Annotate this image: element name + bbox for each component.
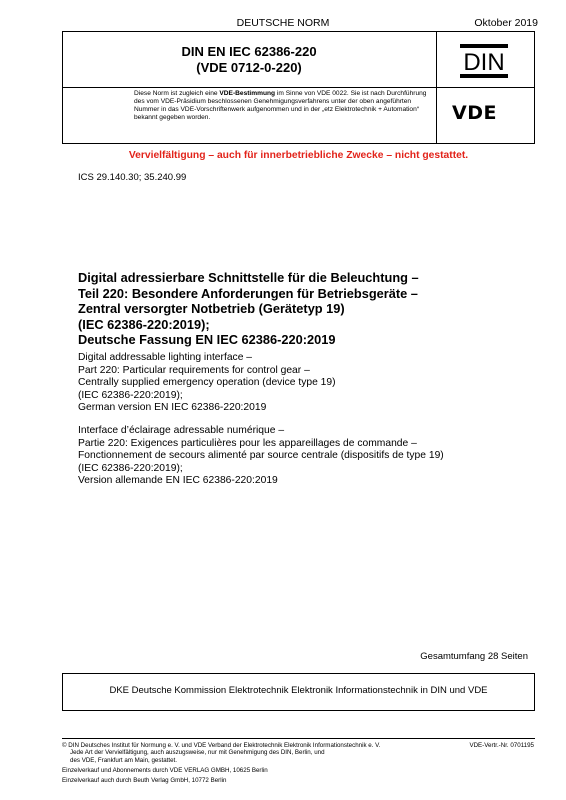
sales-info-beuth: Einzelverkauf auch durch Beuth Verlag GmbH, 10772 Berlin <box>62 777 227 784</box>
norm-number <box>62 44 436 76</box>
norm-number-line2: (VDE 0712-0-220) <box>196 60 302 75</box>
ics-code: ICS 29.140.30; 35.240.99 <box>78 172 187 183</box>
vde-bestimmung-notice: Diese Norm ist zugleich eine VDE-Bestimmung im Sinne von VDE 0022. Sie ist nach Durchführung des vom VDE-Präsidium beschlossenen Genehmigungsverfahrens unter der oben angeführten Nummer in das VDE-Vorschriftenwerk aufgenommen und in der „etz Elektrotechnik + Automation“ bekannt gegeben worden. <box>134 90 427 121</box>
title-french: Interface d’éclairage adressable numérique – Partie 220: Exigences particulières pour les appareillages de commande – Fonctionnement de secours alimenté par source centrale (dispositifs de type 19) (IEC 62386-220:2019); Version allemande EN IEC 62386-220:2019 <box>78 425 444 487</box>
publication-date: Oktober 2019 <box>474 17 538 29</box>
total-pages: Gesamtumfang 28 Seiten <box>420 651 528 662</box>
dke-bottom-rule <box>62 710 535 711</box>
norm-number-line1: DIN EN IEC 62386-220 <box>181 44 317 59</box>
header-bottom-rule <box>62 143 535 144</box>
header-middle-rule <box>62 87 535 88</box>
copyright-notice: © DIN Deutsches Institut für Normung e. V. und VDE Verband der Elektrotechnik Elektronik Informationstechnik e. V. Jede Art der Vervielfältigung, auch auszugsweise, nur mit Genehmigung des DIN, Berlin, und des VDE, Frankfurt am Main, gestattet. <box>62 742 381 764</box>
dke-top-rule <box>62 673 535 674</box>
din-logo <box>460 44 508 78</box>
footer-rule <box>62 738 535 739</box>
header-top-rule <box>62 31 535 32</box>
document-type: DEUTSCHE NORM <box>236 17 330 29</box>
vde-logo: VDE <box>452 102 497 124</box>
title-english: Digital addressable lighting interface – Part 220: Particular requirements for control gear – Centrally supplied emergency operation (device type 19) (IEC 62386-220:2019); German version EN IEC 62386-220:2019 <box>78 352 336 414</box>
dke-right-border <box>534 673 535 711</box>
header-right-border <box>534 31 535 144</box>
dke-line: DKE Deutsche Kommission Elektrotechnik Elektronik Informationstechnik in DIN und VDE <box>109 685 488 696</box>
din-logo-text: DIN <box>463 49 505 76</box>
vde-contract-number: VDE-Vertr.-Nr. 0701195 <box>469 742 534 749</box>
title-german: Digital adressierbare Schnittstelle für die Beleuchtung – Teil 220: Besondere Anforderungen für Betriebsgeräte – Zentral versorgter Notbetrieb (Gerätetyp 19) (IEC 62386-220:2019); Deutsche Fassung EN IEC 62386-220:2019 <box>78 270 419 347</box>
reproduction-notice: Vervielfältigung – auch für innerbetriebliche Zwecke – nicht gestattet. <box>128 150 469 161</box>
header-divider <box>436 31 437 144</box>
dke-left-border <box>62 673 63 711</box>
sales-info-vde: Einzelverkauf und Abonnements durch VDE VERLAG GMBH, 10625 Berlin <box>62 767 268 774</box>
